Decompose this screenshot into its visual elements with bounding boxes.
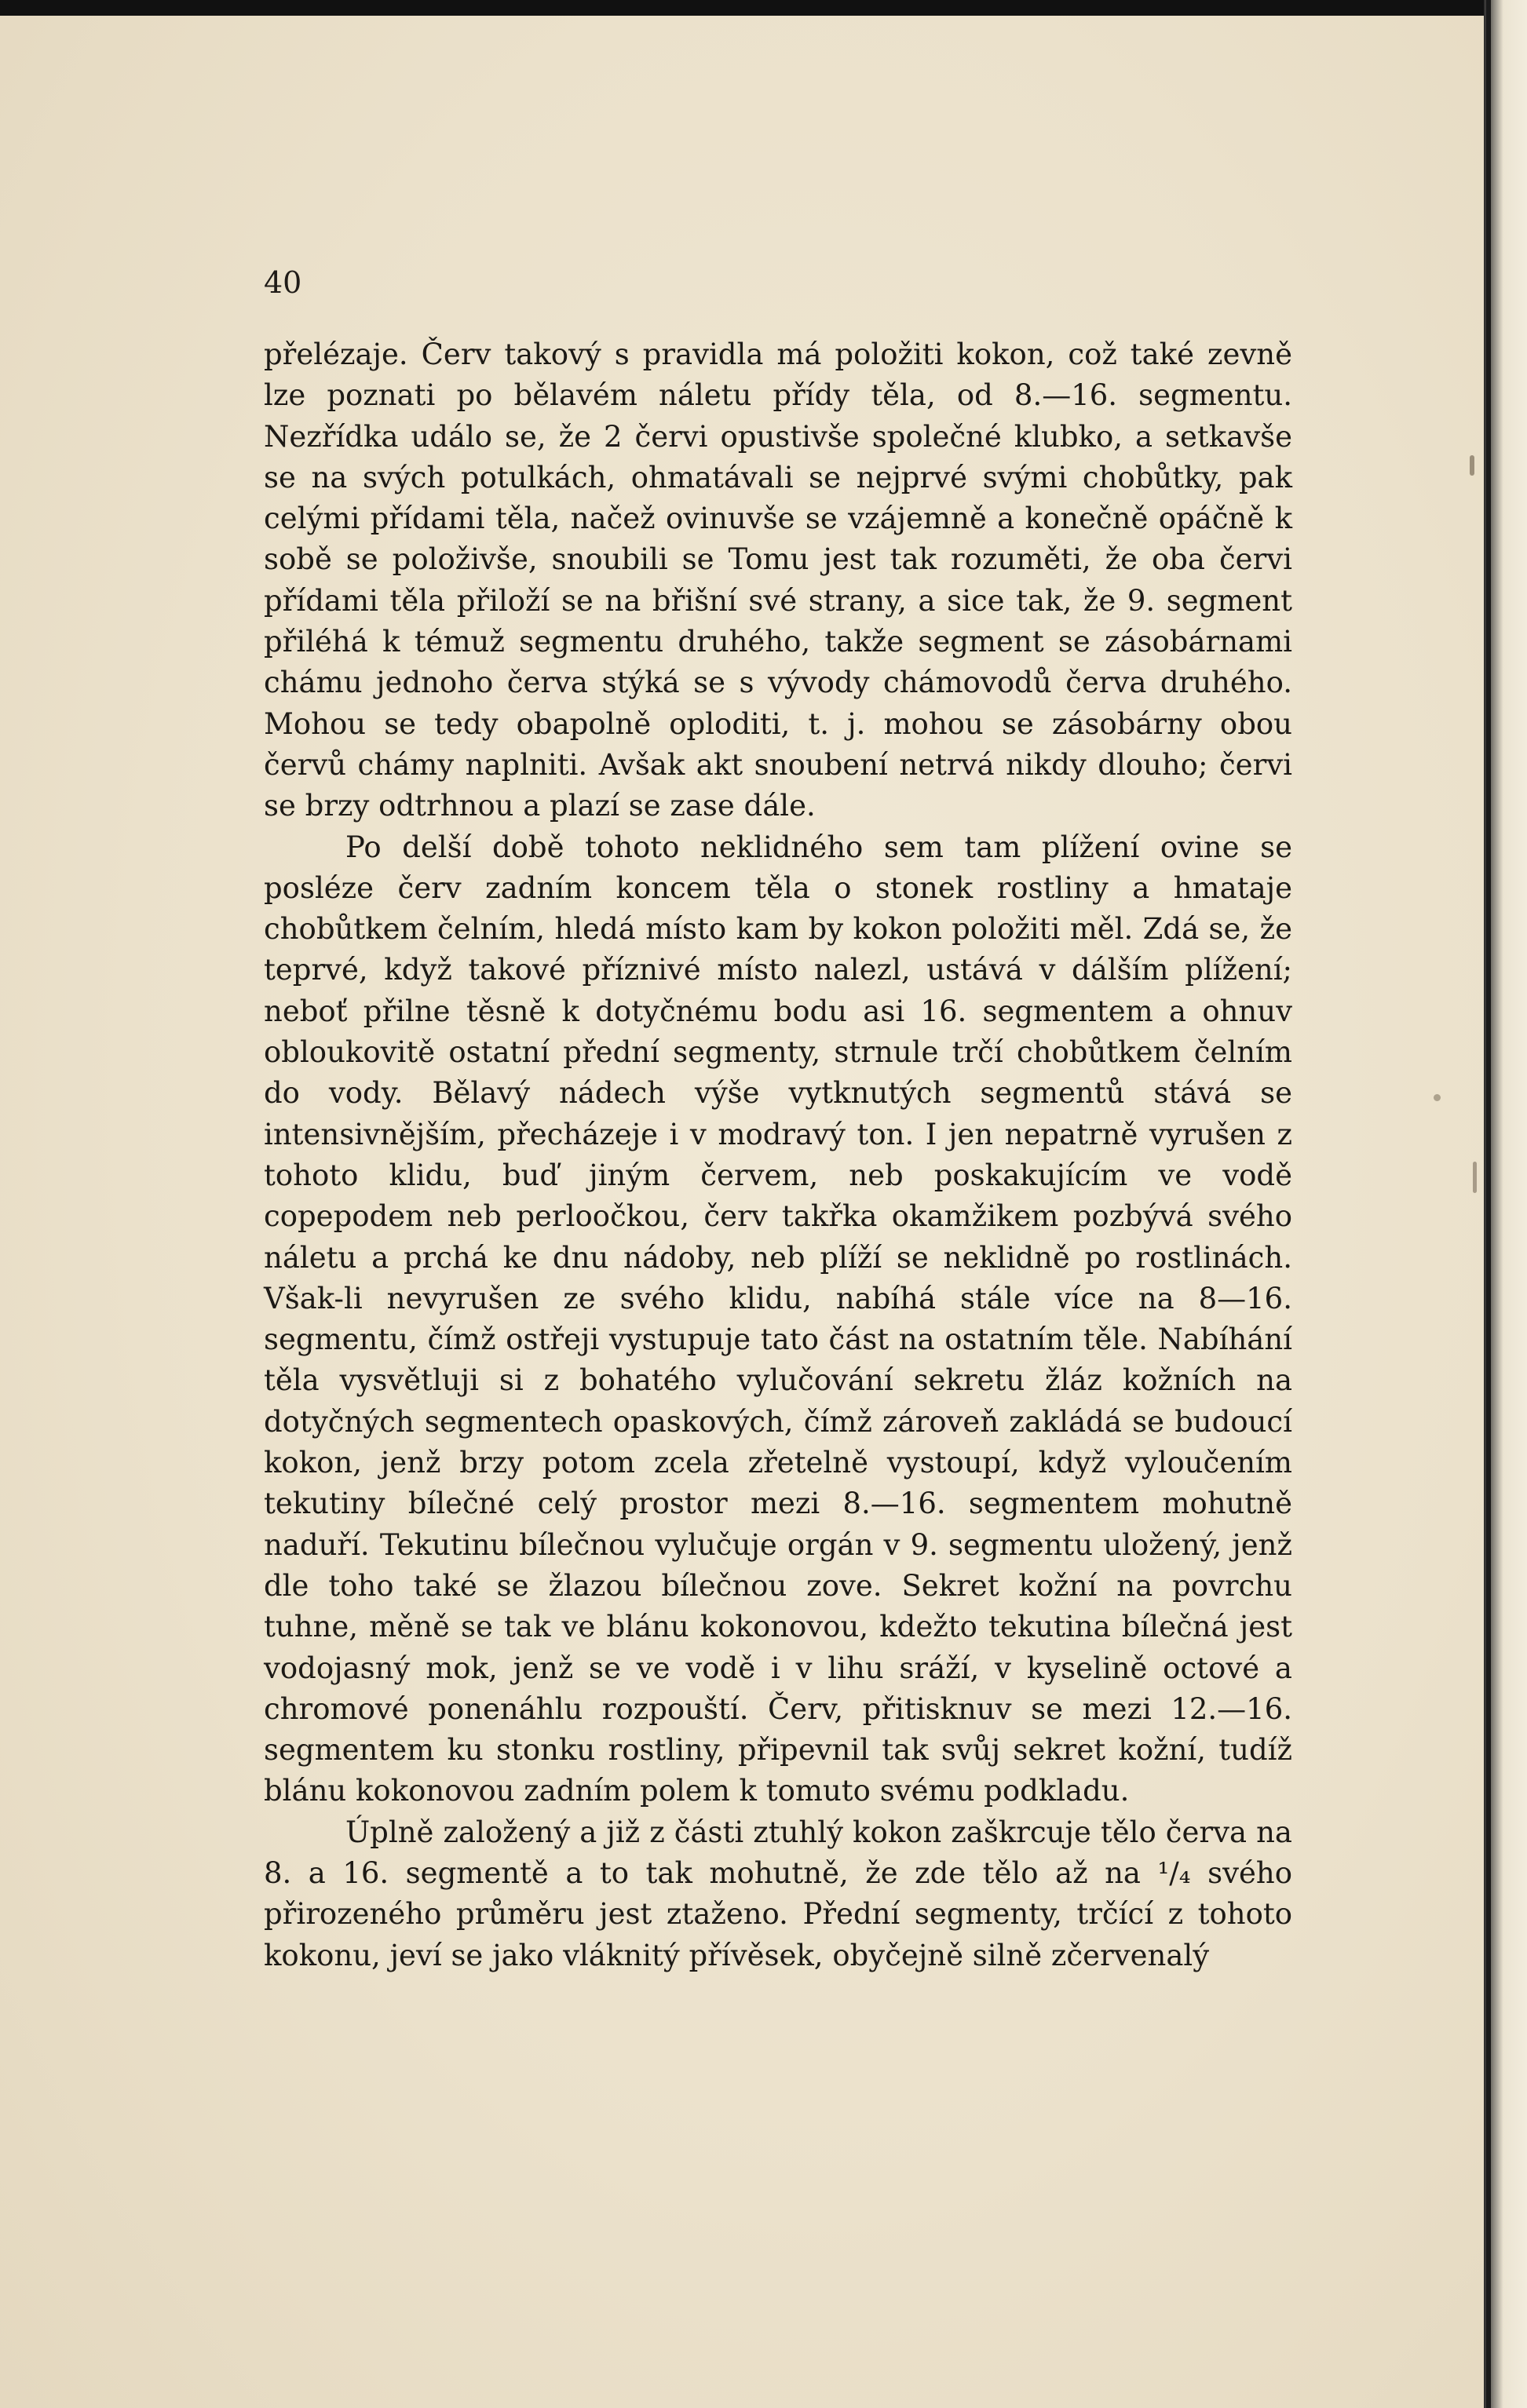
paper-speck [1434,1094,1441,1101]
paper-speck [1473,1162,1477,1193]
body-text [264,334,1292,1976]
paragraph-2: Po delší době tohoto neklidného sem tam plížení ovine se posléze červ zadním koncem těla o stonek rostliny a hmataje chobůtkem čelním, hledá místo kam by kokon položiti měl. Zdá se, že teprvé, když takové příznivé místo nalezl, ustává v dálším plížení; neboť přilne těsně k dotyčnému bodu asi 16. segmentem a ohnuv obloukovitě ostatní přední segmenty, strnule trčí chobůtkem čelním do vody. Bělavý nádech výše vytknutých segmentů stává se intensivnějším, přecházeje i v modravý ton. I jen nepatrně vyrušen z tohoto klidu, buď jiným červem, neb poskakujícím ve vodě copepodem neb perloočkou, červ takřka okamžikem pozbývá svého náletu a prchá ke dnu nádoby, neb plíží se neklidně po rostlinách. Však-li nevyrušen ze svého klidu, nabíhá stále více na 8—16. segmentu, čímž ostřeji vystupuje tato část na ostatním těle. Nabíhání těla vysvětluji si z bohatého vylučování sekretu žláz kožních na dotyčných segmentech opaskových, čímž zároveň zakládá se budoucí kokon, jenž brzy potom zcela zřetelně vystoupí, když vyloučením tekutiny bílečné celý prostor mezi 8.—16. segmentem mohutně naduří. Tekutinu bílečnou vylučuje orgán v 9. segmentu uložený, jenž dle toho také se žlazou bílečnou zove. Sekret kožní na povrchu tuhne, měně se tak ve blánu kokonovou, kdežto tekutina bílečná jest vodojasný mok, jenž se ve vodě i v lihu sráží, v kyselině octové a chromové ponenáhlu rozpouští. Červ, přitisknuv se mezi 12.—16. segmentem ku stonku rostliny, připevnil tak svůj sekret kožní, tudíž blánu kokonovou zadním polem k tomuto svému podkladu. [264,830,1292,1808]
page-number: 40 [264,265,302,300]
paper-speck [1470,455,1474,476]
paragraph-3: Úplně založený a již z části ztuhlý kokon zaškrcuje tělo červa na 8. a 16. segmentě a to tak mohutně, že zde tělo až na ¹/₄ svého přirozeného průměru jest ztaženo. Přední segmenty, trčící z tohoto kokonu, jeví se jako vláknitý přívěsek, obyčejně silně zčervenalý [264,1815,1292,1972]
paragraph-1: přelézaje. Červ takový s pravidla má položiti kokon, což také zevně lze poznati po bělavém náletu přídy těla, od 8.—16. segmentu. Nezřídka událo se, že 2 červi opustivše společné klubko, a setkavše se na svých potulkách, ohmatávali se nejprvé svými chobůtky, pak celými přídami těla, načež ovinuvše se vzájemně a konečně opáčně k sobě se položivše, snoubili se Tomu jest tak rozuměti, že oba červi přídami těla přiloží se na břišní své strany, a sice tak, že 9. segment přiléhá k témuž segmentu druhého, takže segment se zásobárnami chámu jednoho červa stýká se s vývody chámovodů červa druhého. Mohou se tedy obapolně oploditi, t. j. mohou se zásobárny obou červů chámy naplniti. Avšak akt snoubení netrvá nikdy dlouho; červi se brzy odtrhnou a plazí se zase dále. [264,337,1292,823]
book-page [0,16,1484,2408]
binding-edge [1486,0,1491,2408]
